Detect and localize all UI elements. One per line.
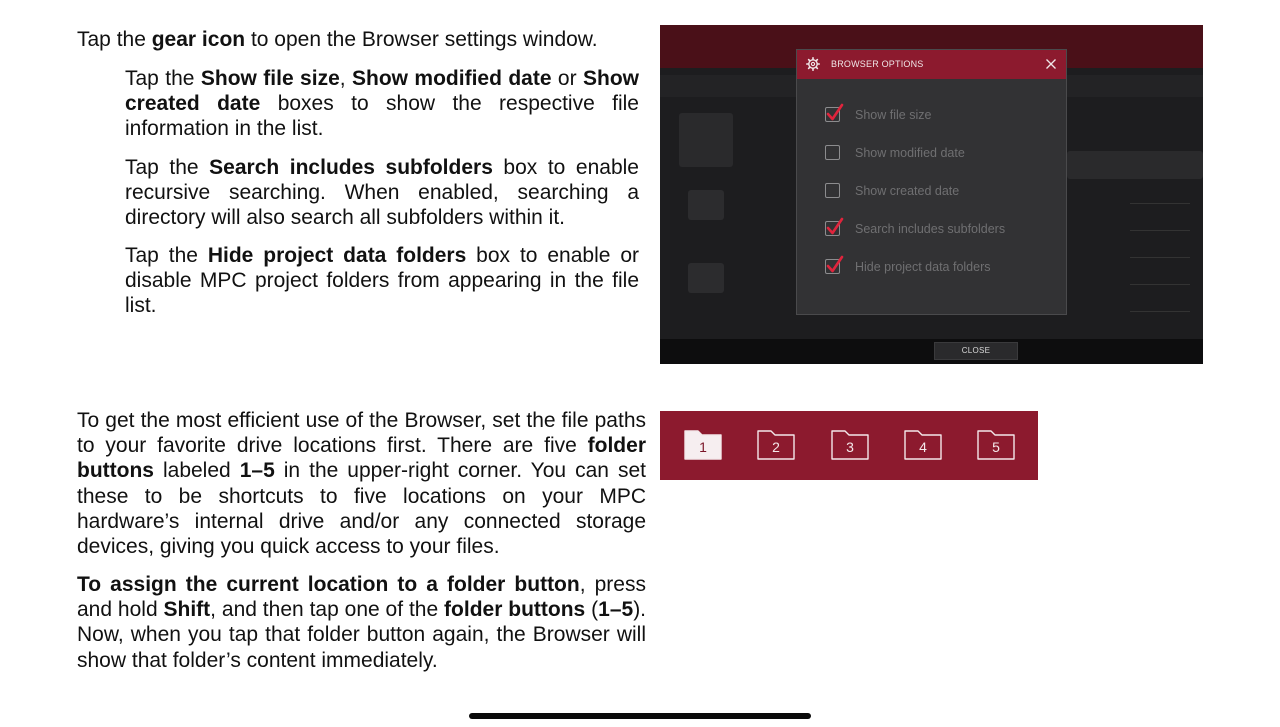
folder-button-3[interactable] bbox=[831, 430, 869, 460]
bold-term: Show modified date bbox=[352, 67, 552, 90]
checkmark-icon bbox=[825, 103, 845, 123]
dimmed-grid-tile bbox=[679, 113, 733, 167]
text-run: in the upper-right corner. You can set these to be shortcuts to five locations on your MPC hardware’s internal drive and/or any connected storage devices, giving you quick access to your files. bbox=[77, 459, 646, 559]
bold-term: Search includes subfolders bbox=[209, 156, 493, 179]
folder-number: 3 bbox=[846, 439, 854, 455]
text-run: Tap the bbox=[125, 244, 208, 267]
folder-number: 1 bbox=[699, 439, 707, 455]
close-button[interactable]: CLOSE bbox=[934, 342, 1018, 360]
gear-icon[interactable] bbox=[806, 57, 820, 71]
text-run: To get the most efficient use of the Browser, set the file paths to your favorite drive locations first. There are five bbox=[77, 409, 646, 458]
bold-term: To assign the current location to a folder button bbox=[77, 573, 580, 596]
bold-term: 1–5 bbox=[598, 598, 634, 622]
assign-folder-paragraph bbox=[77, 572, 646, 673]
bold-term: gear icon bbox=[151, 28, 246, 51]
option-label: Show created date bbox=[855, 184, 960, 198]
dimmed-row bbox=[1130, 230, 1190, 231]
option-label: Show modified date bbox=[855, 146, 965, 160]
text-run: , bbox=[339, 67, 352, 90]
folder-number: 4 bbox=[919, 439, 927, 455]
checkbox[interactable] bbox=[825, 183, 840, 198]
dimmed-row bbox=[1130, 284, 1190, 285]
bold-term: Show created date bbox=[125, 67, 639, 116]
text-run: Tap the bbox=[77, 28, 152, 51]
folder-button-2[interactable] bbox=[757, 430, 795, 460]
bold-term: Hide project data folders bbox=[207, 244, 467, 267]
dimmed-row bbox=[1130, 203, 1190, 204]
checkmark-icon bbox=[825, 217, 845, 237]
text-run: ( bbox=[585, 598, 599, 622]
dialog-footer bbox=[660, 339, 1203, 364]
dimmed-tile bbox=[688, 263, 724, 293]
folder-button-5[interactable] bbox=[977, 430, 1015, 460]
dimmed-row bbox=[1130, 257, 1190, 258]
bold-term: Show file size bbox=[200, 67, 340, 90]
bold-term: folder buttons bbox=[77, 434, 646, 483]
close-icon[interactable] bbox=[1045, 58, 1057, 70]
folder-buttons-paragraph bbox=[77, 408, 646, 559]
dimmed-tile bbox=[688, 190, 724, 220]
hide-folders-paragraph bbox=[125, 243, 639, 319]
text-run: box to enable recursive searching. When enabled, searching a directory will also search all subfolders within it. bbox=[125, 156, 639, 230]
text-run: or bbox=[551, 67, 583, 90]
checkbox[interactable] bbox=[825, 145, 840, 160]
intro-paragraph bbox=[77, 27, 647, 52]
text-run: box to enable or disable MPC project folders from appearing in the file list. bbox=[125, 244, 639, 318]
bold-term: 1–5 bbox=[239, 459, 275, 483]
text-run: boxes to show the respective file information in the list. bbox=[125, 92, 639, 141]
bold-term: folder buttons bbox=[444, 598, 586, 622]
option-label: Search includes subfolders bbox=[855, 222, 1006, 236]
text-run: Tap the bbox=[125, 67, 201, 90]
home-indicator bbox=[469, 713, 811, 719]
subfolders-paragraph bbox=[125, 155, 639, 231]
text-run: to open the Browser settings window. bbox=[245, 28, 598, 51]
browser-options-dialog bbox=[796, 49, 1067, 315]
dialog-title: BROWSER OPTIONS bbox=[831, 59, 924, 69]
folder-button-4[interactable] bbox=[904, 430, 942, 460]
checkmark-icon bbox=[825, 255, 845, 275]
option-label: Hide project data folders bbox=[855, 260, 991, 274]
browser-options-screenshot bbox=[660, 25, 1203, 364]
option-label: Show file size bbox=[855, 108, 932, 122]
text-run: ). Now, when you tap that folder button again, the Browser will show that folder’s content immediately. bbox=[77, 598, 647, 672]
folder-number: 2 bbox=[772, 439, 780, 455]
text-run: , press and hold bbox=[77, 573, 646, 622]
folder-buttons-bar bbox=[660, 411, 1038, 480]
text-run: Tap the bbox=[125, 156, 210, 179]
dimmed-row bbox=[1130, 311, 1190, 312]
bold-term: Shift bbox=[163, 598, 211, 622]
text-run: labeled bbox=[153, 459, 240, 483]
folder-number: 5 bbox=[992, 439, 1000, 455]
text-run: , and then tap one of the bbox=[210, 598, 445, 622]
options-paragraph bbox=[125, 66, 639, 142]
dimmed-selected-row bbox=[1067, 151, 1203, 179]
folder-button-1[interactable] bbox=[684, 430, 722, 460]
